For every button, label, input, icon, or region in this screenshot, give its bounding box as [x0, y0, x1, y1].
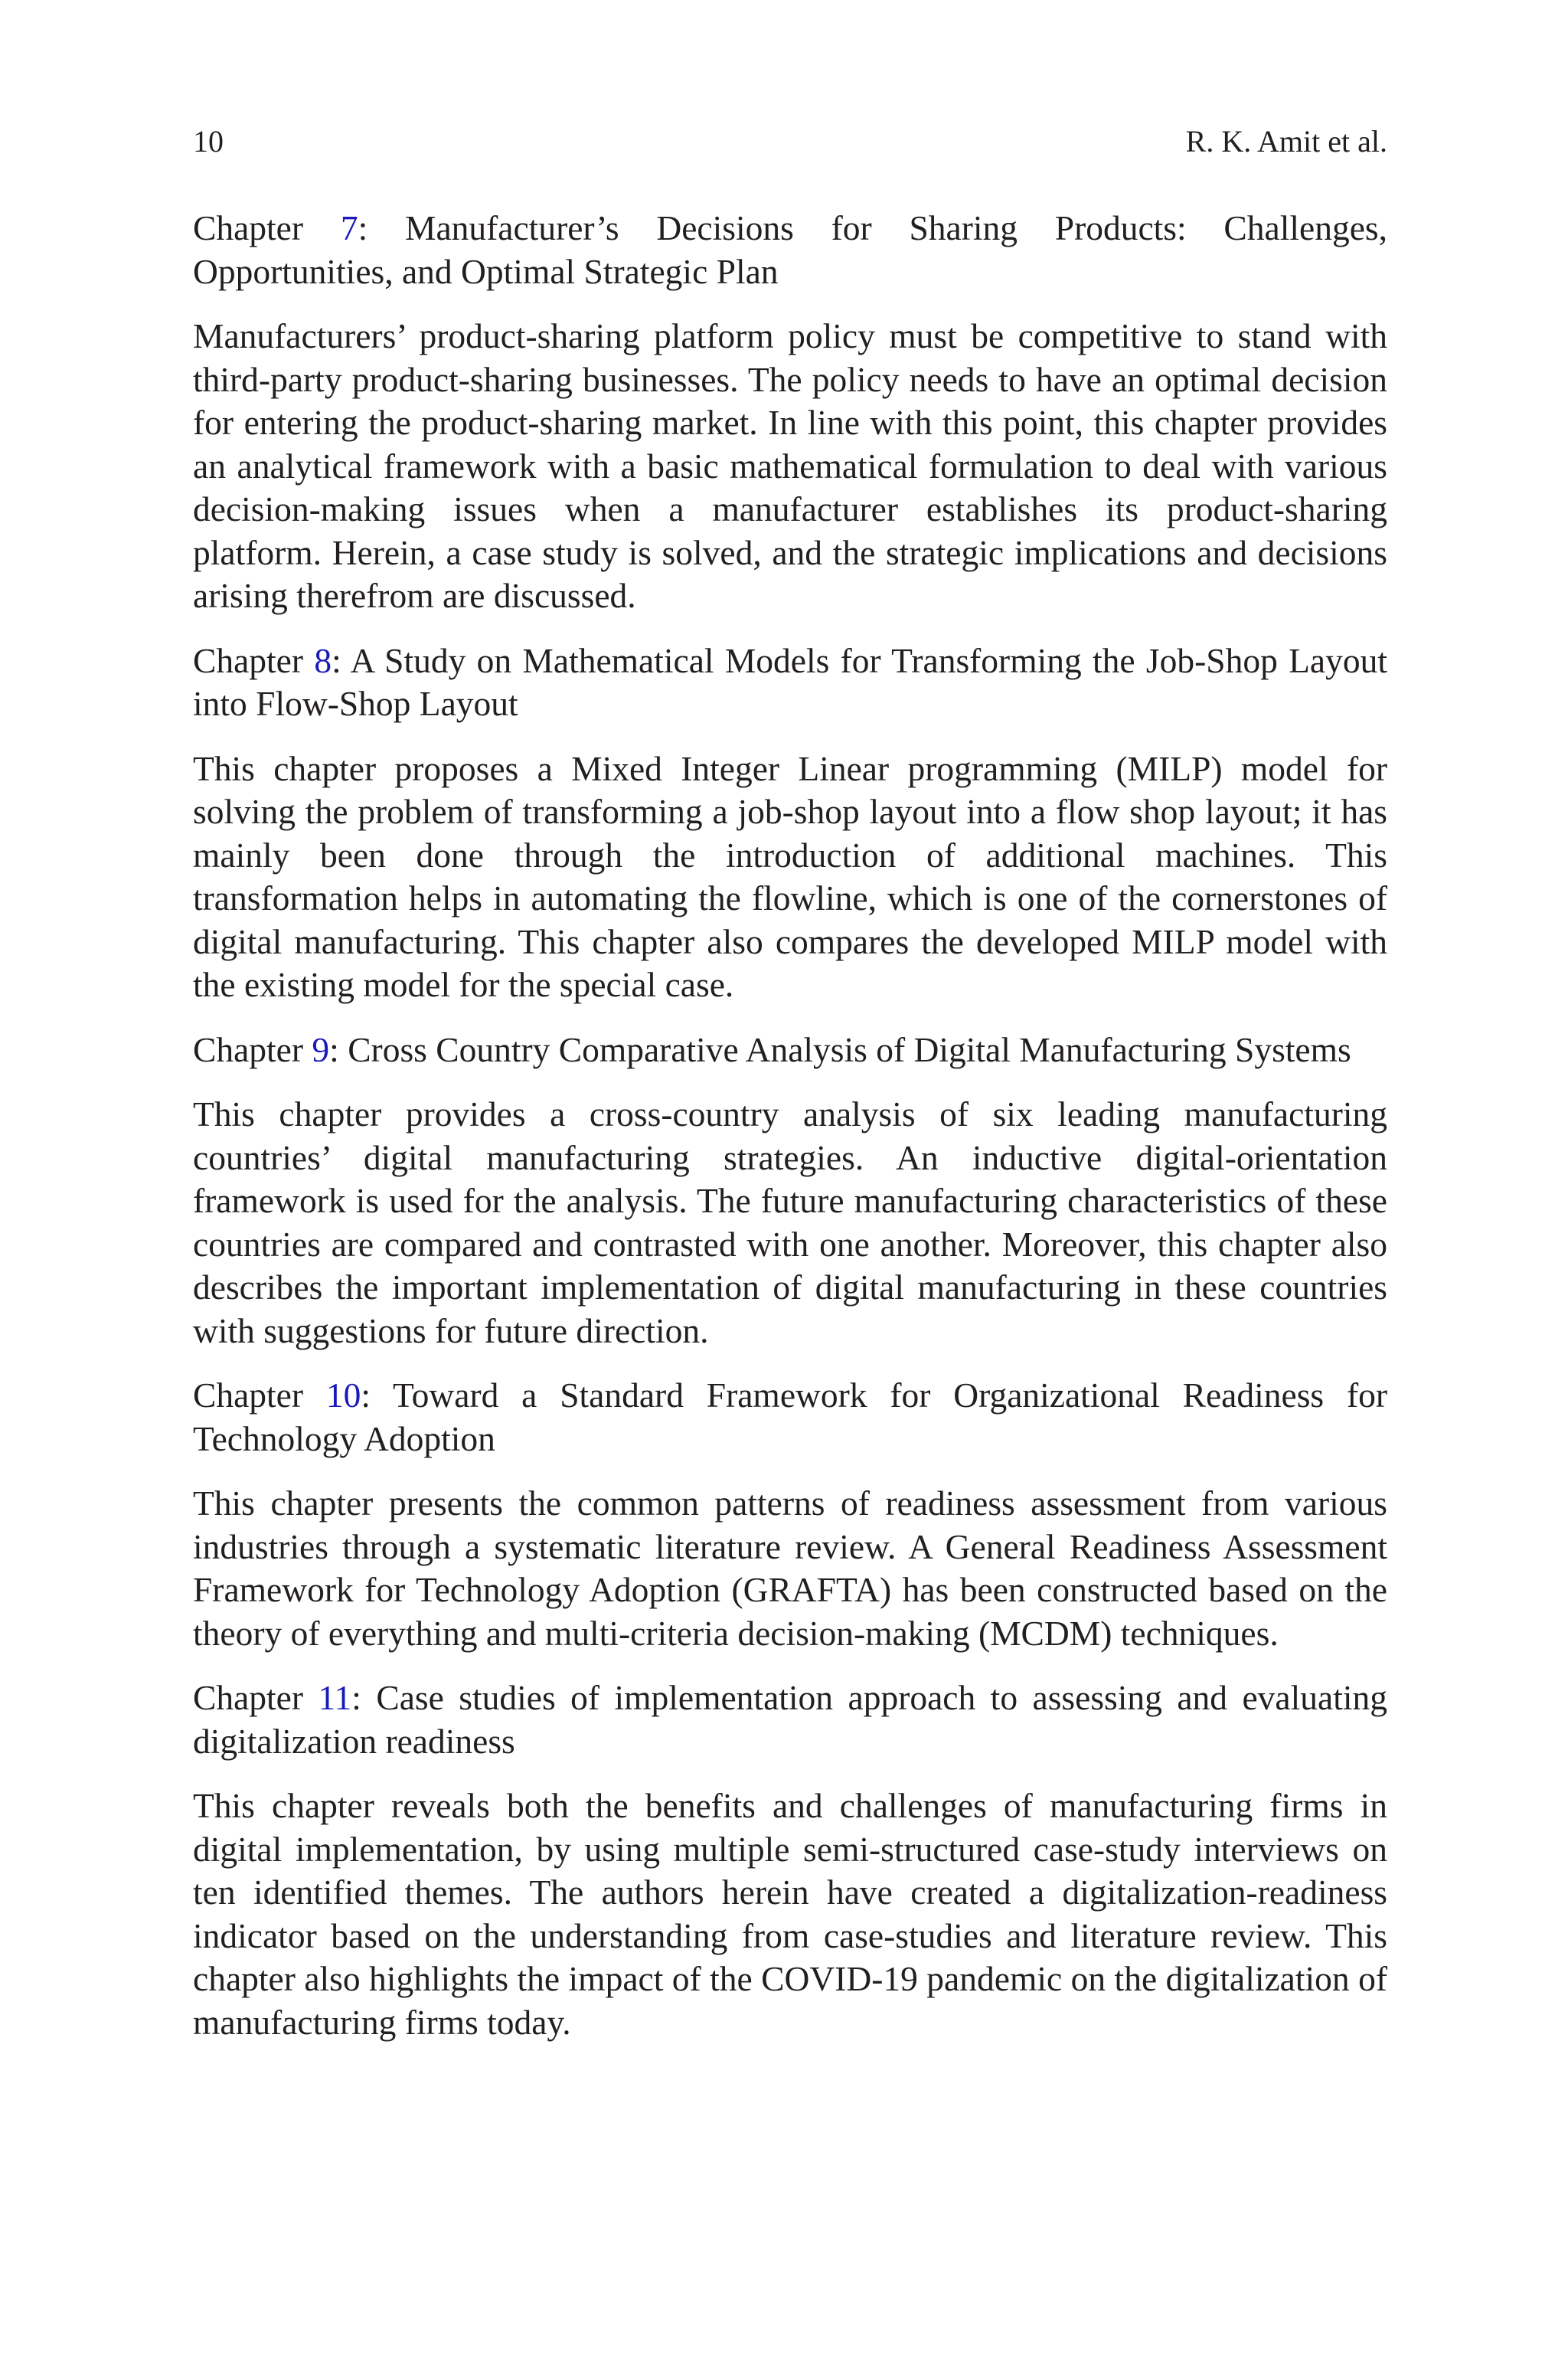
chapter-link-11[interactable]: 11 [318, 1678, 352, 1717]
chapter-heading-8 [193, 639, 1387, 726]
running-head [193, 123, 1387, 161]
chapter-prefix: Chapter [193, 1678, 318, 1717]
chapter-overview [193, 207, 1387, 2066]
chapter-prefix: Chapter [193, 640, 315, 680]
page-number: 10 [193, 124, 224, 159]
chapter-summary-11: This chapter reveals both the benefits and challenges of manufacturing firms in digital implementation, by using multiple semi-structured case-study interviews on ten identified themes. The authors herein have created a digitalization-readiness indicator based on the understanding from case-studies and literature review. This chapter also highlights the impact of the COVID-19 pandemic on the digitalization of manufacturing firms today. [193, 1786, 1387, 2042]
chapter-title: : Cross Country Comparative Analysis of Digital Manufacturing Systems [329, 1029, 1351, 1069]
chapter-heading-7 [193, 207, 1387, 293]
running-author: R. K. Amit et al. [1185, 124, 1387, 159]
chapter-heading-9 [193, 1029, 1387, 1072]
chapter-title: : Toward a Standard Framework for Organizational Readiness for Technology Adoption [193, 1375, 1387, 1458]
chapter-heading-10 [193, 1374, 1387, 1460]
chapter-title: : Manufacturer’s Decisions for Sharing Products: Challenges, Opportunities, and Optimal Strategic Plan [193, 208, 1387, 291]
chapter-link-8[interactable]: 8 [314, 640, 332, 680]
chapter-link-9[interactable]: 9 [312, 1029, 330, 1069]
chapter-heading-11 [193, 1676, 1387, 1763]
chapter-link-7[interactable]: 7 [340, 208, 358, 247]
chapter-prefix: Chapter [193, 1375, 326, 1415]
chapter-title: : Case studies of implementation approach to assessing and evaluating digitalization readiness [193, 1678, 1387, 1761]
chapter-prefix: Chapter [193, 1029, 312, 1069]
chapter-summary-8: This chapter proposes a Mixed Integer Linear programming (MILP) model for solving the problem of transforming a job-shop layout into a flow shop layout; it has mainly been done through the introduction of additional machines. This transformation helps in automating the flowline, which is one of the cornerstones of digital manufacturing. This chapter also compares the developed MILP model with the existing model for the special case. [193, 748, 1387, 1004]
chapter-title: : A Study on Mathematical Models for Transforming the Job-Shop Layout into Flow-Shop Layout [193, 640, 1387, 723]
chapter-prefix: Chapter [193, 208, 341, 247]
chapter-summary-7: Manufacturers’ product-sharing platform policy must be competitive to stand with third-party product-sharing businesses. The policy needs to have an optimal decision for entering the product-sharing market. In line with this point, this chapter provides an analytical framework with a basic mathematical formulation to deal with various decision-making issues when a manufacturer establishes its product-sharing platform. Herein, a case study is solved, and the strategic implications and decisions arising therefrom are discussed. [193, 316, 1387, 615]
chapter-summary-9: This chapter provides a cross-country analysis of six leading manufacturing countries’ digital manufacturing strategies. An inductive digital-orientation framework is used for the analysis. The future manufacturing characteristics of these countries are compared and contrasted with one another. Moreover, this chapter also describes the important implementation of digital manufacturing in these countries with suggestions for future direction. [193, 1094, 1387, 1350]
chapter-link-10[interactable]: 10 [325, 1375, 361, 1415]
chapter-summary-10: This chapter presents the common patterns of readiness assessment from various industries through a systematic literature review. A General Readiness Assessment Framework for Technology Adoption (GRAFTA) has been constructed based on the theory of everything and multi-criteria decision-making (MCDM) techniques. [193, 1483, 1387, 1653]
